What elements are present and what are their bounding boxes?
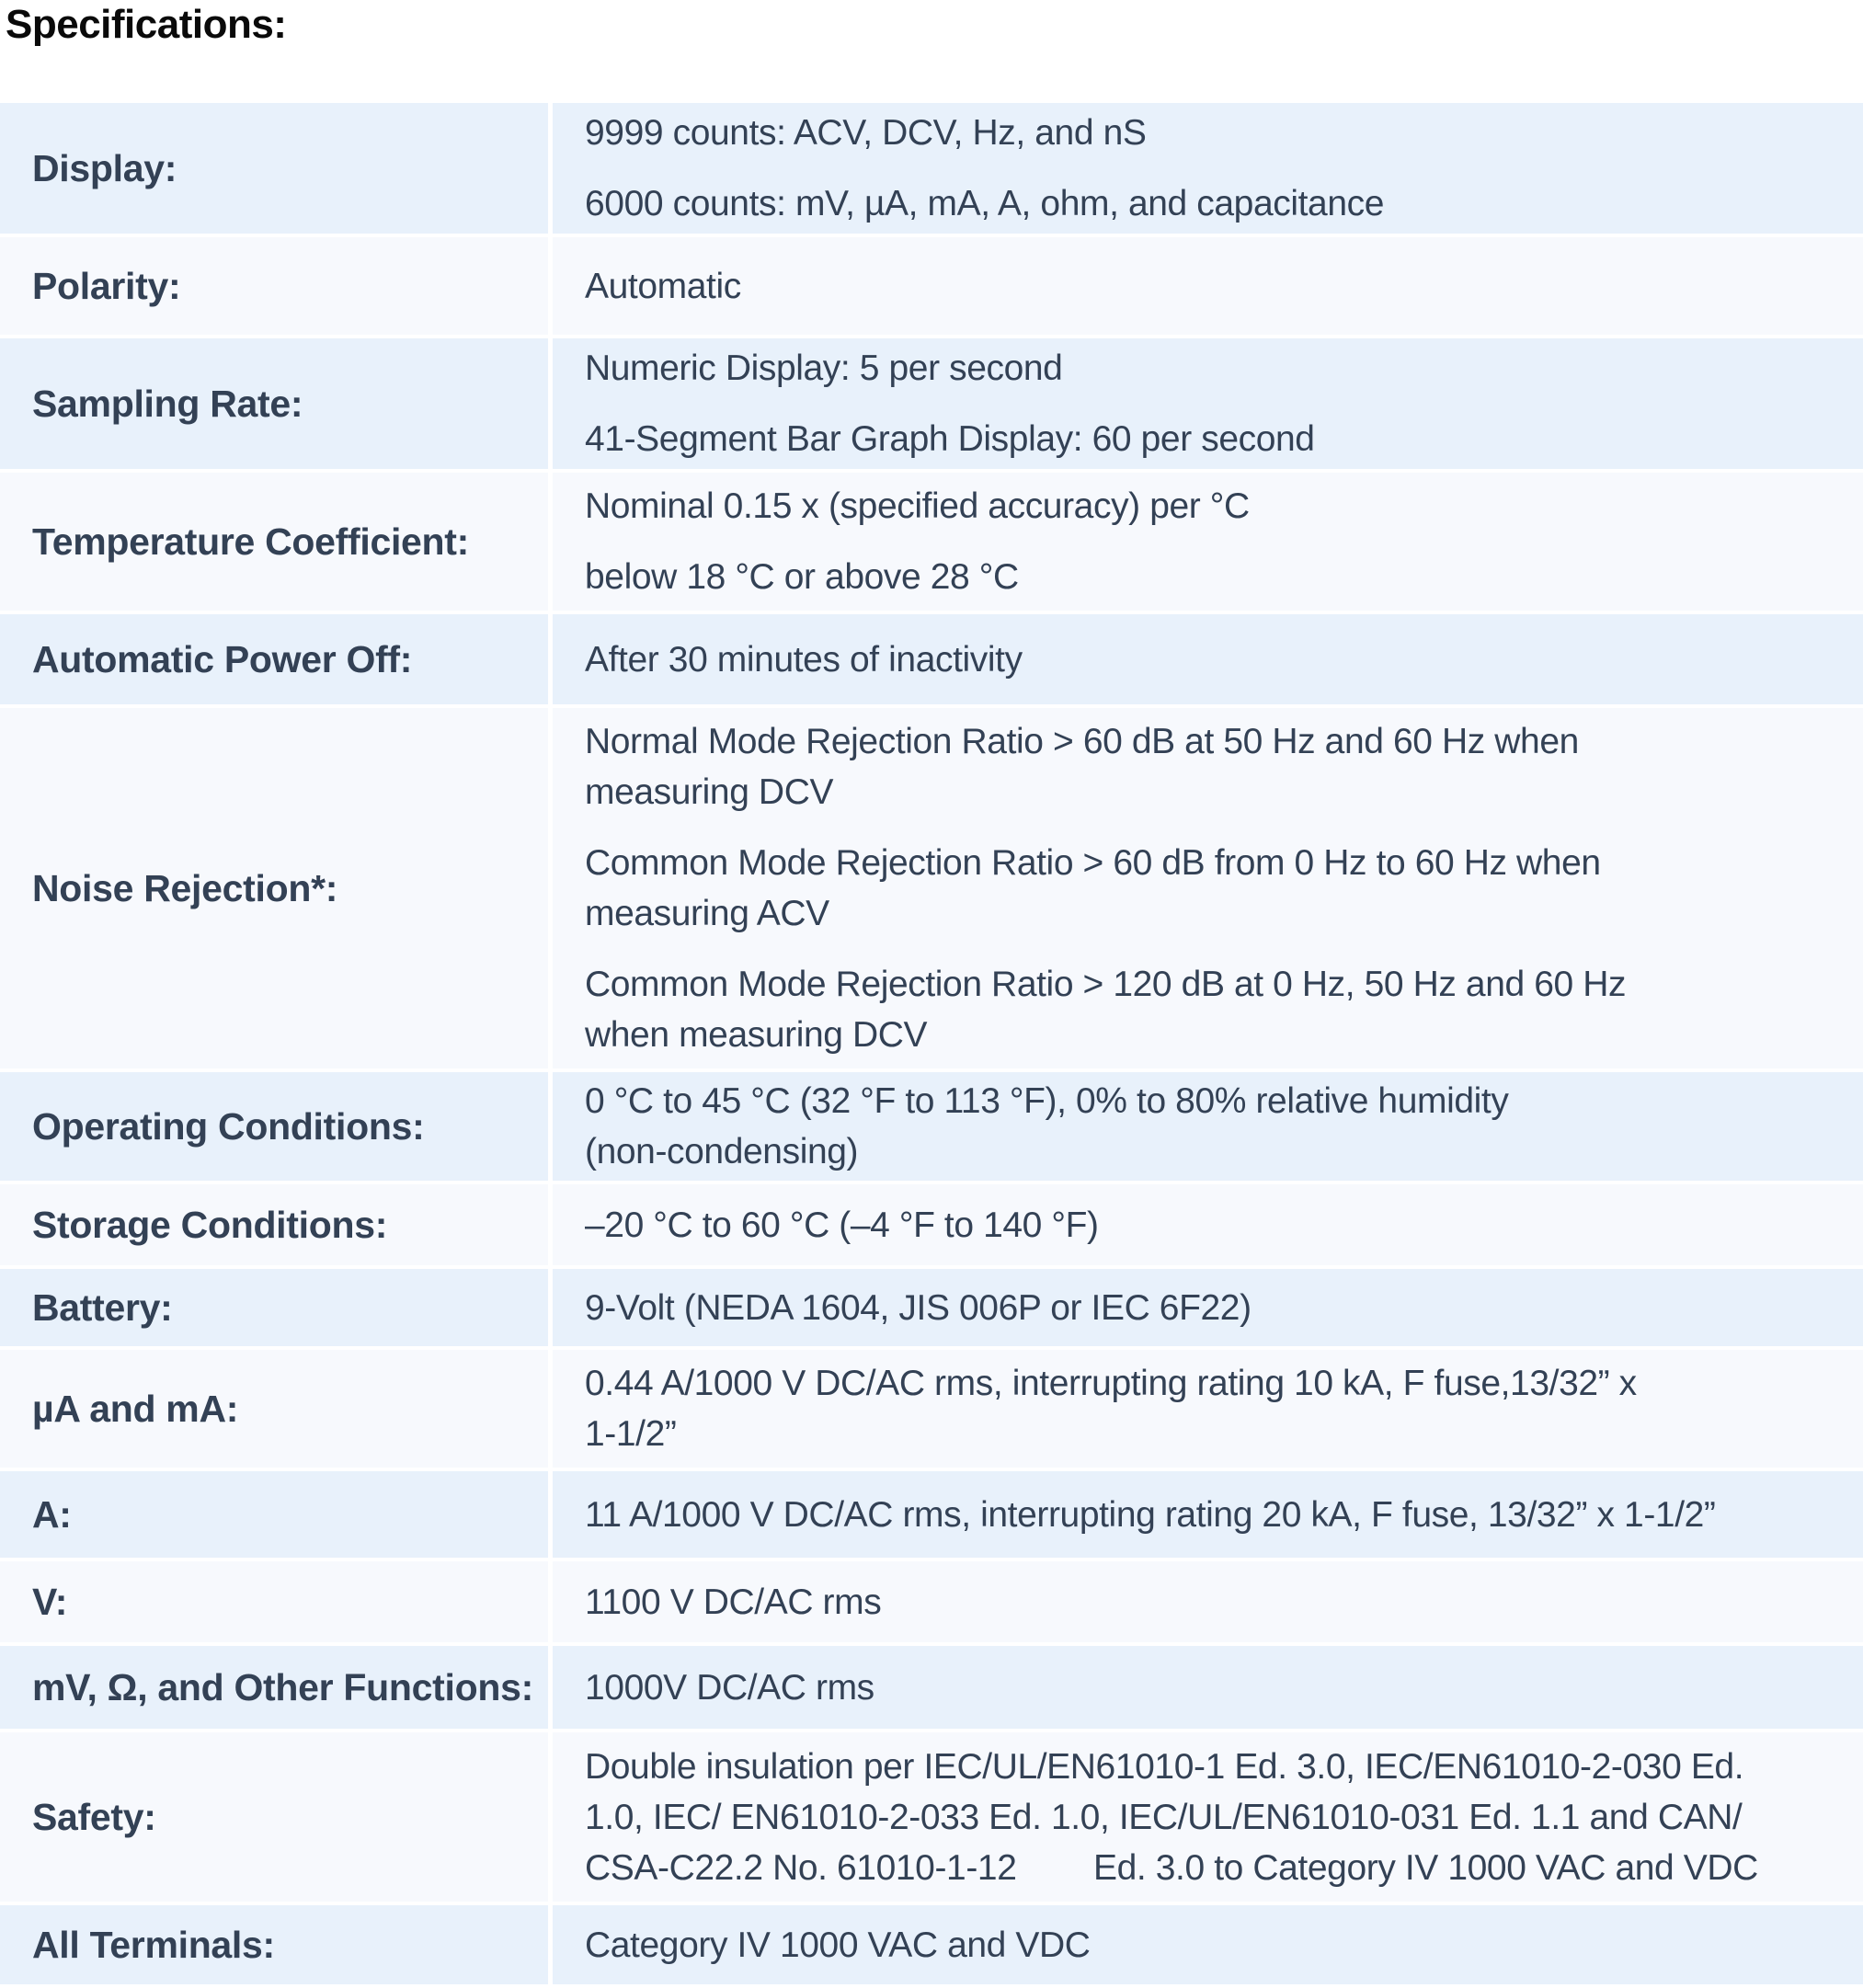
spec-value <box>553 1732 1863 1905</box>
spec-value-line: After 30 minutes of inactivity <box>585 639 1023 680</box>
spec-value-paragraph <box>585 1742 1789 1893</box>
spec-value <box>553 237 1863 338</box>
spec-value-line: (non-condensing) <box>585 1132 859 1171</box>
spec-value-paragraph <box>585 261 1789 312</box>
spec-row <box>0 1905 1863 1988</box>
spec-value <box>553 338 1863 473</box>
spec-value-paragraph <box>585 1283 1789 1333</box>
spec-value-line: 9-Volt (NEDA 1604, JIS 006P or IEC 6F22) <box>585 1287 1252 1328</box>
spec-row <box>0 1269 1863 1350</box>
spec-row <box>0 1471 1863 1561</box>
spec-value-line: Nominal 0.15 x (specified accuracy) per °C <box>585 486 1250 526</box>
spec-value-line: Common Mode Rejection Ratio > 60 dB from 0 Hz to 60 Hz when <box>585 843 1601 883</box>
spec-value <box>553 1072 1863 1184</box>
spec-value-line: Common Mode Rejection Ratio > 120 dB at 0 Hz, 50 Hz and 60 Hz <box>585 965 1627 1004</box>
spec-label: Safety: <box>0 1732 553 1905</box>
spec-value <box>553 1269 1863 1350</box>
page-title: Specifications: <box>6 2 287 47</box>
spec-value-line: 0 °C to 45 °C (32 °F to 113 °F), 0% to 80% relative humidity <box>585 1081 1509 1121</box>
spec-value-line: 1.0, IEC/ EN61010-2-033 Ed. 1.0, IEC/UL/EN61010-031 Ed. 1.1 and CAN/ <box>585 1797 1743 1837</box>
spec-row <box>0 1561 1863 1646</box>
spec-value <box>553 1561 1863 1646</box>
spec-value-line: 41-Segment Bar Graph Display: 60 per second <box>585 419 1315 459</box>
spec-row <box>0 1350 1863 1471</box>
specifications-table <box>0 103 1863 1988</box>
spec-label: Operating Conditions: <box>0 1072 553 1184</box>
spec-label: Battery: <box>0 1269 553 1350</box>
spec-value-paragraph <box>585 481 1789 531</box>
spec-value <box>553 1905 1863 1988</box>
spec-value-line: measuring ACV <box>585 894 829 933</box>
spec-label: mV, Ω, and Other Functions: <box>0 1646 553 1732</box>
spec-row <box>0 708 1863 1072</box>
spec-value-line: 9999 counts: ACV, DCV, Hz, and nS <box>585 113 1147 153</box>
spec-value-line: when measuring DCV <box>585 1015 928 1055</box>
spec-value-line: Automatic <box>585 266 741 306</box>
spec-value-line: Double insulation per IEC/UL/EN61010-1 Ed. 3.0, IEC/EN61010-2-030 Ed. <box>585 1746 1744 1787</box>
spec-value-line: 1100 V DC/AC rms <box>585 1582 882 1622</box>
spec-row <box>0 1184 1863 1269</box>
spec-value <box>553 103 1863 237</box>
spec-value-paragraph <box>585 634 1789 685</box>
spec-value-line: 11 A/1000 V DC/AC rms, interrupting rating 20 kA, F fuse, 13/32” x 1-1/2” <box>585 1494 1716 1535</box>
spec-label: Noise Rejection*: <box>0 708 553 1072</box>
spec-value-line: 6000 counts: mV, µA, mA, A, ohm, and capacitance <box>585 184 1385 223</box>
spec-value-paragraph <box>585 1920 1789 1971</box>
spec-value-paragraph <box>585 1662 1789 1713</box>
spec-value-paragraph <box>585 1200 1789 1251</box>
spec-label: Polarity: <box>0 237 553 338</box>
spec-value-line: 1-1/2” <box>585 1414 677 1454</box>
spec-value-paragraph <box>585 1358 1789 1459</box>
spec-value <box>553 1646 1863 1732</box>
spec-value-paragraph <box>585 1076 1789 1177</box>
spec-value-paragraph <box>585 838 1789 939</box>
spec-value-paragraph <box>585 343 1789 394</box>
spec-row <box>0 614 1863 708</box>
spec-row <box>0 473 1863 614</box>
spec-label: Display: <box>0 103 553 237</box>
spec-row <box>0 338 1863 473</box>
spec-value <box>553 1184 1863 1269</box>
spec-label: V: <box>0 1561 553 1646</box>
spec-label: Automatic Power Off: <box>0 614 553 708</box>
spec-label: µA and mA: <box>0 1350 553 1471</box>
spec-value-paragraph <box>585 178 1789 229</box>
spec-label: Temperature Coefficient: <box>0 473 553 614</box>
spec-value-line: 1000V DC/AC rms <box>585 1667 874 1708</box>
spec-value-paragraph <box>585 552 1789 602</box>
spec-label: Storage Conditions: <box>0 1184 553 1269</box>
spec-row <box>0 1072 1863 1184</box>
spec-value <box>553 708 1863 1072</box>
spec-value-line: –20 °C to 60 °C (–4 °F to 140 °F) <box>585 1205 1099 1245</box>
spec-row <box>0 1732 1863 1905</box>
spec-row <box>0 103 1863 237</box>
spec-value-line: below 18 °C or above 28 °C <box>585 557 1019 597</box>
spec-label: A: <box>0 1471 553 1561</box>
spec-value-line: Numeric Display: 5 per second <box>585 348 1063 388</box>
spec-value-paragraph <box>585 1577 1789 1628</box>
spec-value-paragraph <box>585 716 1789 817</box>
specifications-table-body <box>0 103 1863 1988</box>
spec-value <box>553 1350 1863 1471</box>
spec-value-line: 0.44 A/1000 V DC/AC rms, interrupting rating 10 kA, F fuse,13/32” x <box>585 1364 1637 1403</box>
spec-label: All Terminals: <box>0 1905 553 1988</box>
spec-value-paragraph <box>585 959 1789 1060</box>
spec-row <box>0 237 1863 338</box>
spec-value <box>553 473 1863 614</box>
spec-value-line: Normal Mode Rejection Ratio > 60 dB at 50 Hz and 60 Hz when <box>585 722 1579 761</box>
spec-value-line: Category IV 1000 VAC and VDC <box>585 1925 1091 1965</box>
spec-value-paragraph <box>585 1490 1789 1540</box>
spec-value <box>553 1471 1863 1561</box>
spec-value-paragraph <box>585 414 1789 464</box>
spec-value-line: CSA-C22.2 No. 61010-1-12 Ed. 3.0 to Category IV 1000 VAC and VDC <box>585 1847 1758 1888</box>
spec-label: Sampling Rate: <box>0 338 553 473</box>
spec-value-paragraph <box>585 108 1789 158</box>
spec-value-line: measuring DCV <box>585 772 834 812</box>
spec-value <box>553 614 1863 708</box>
spec-row <box>0 1646 1863 1732</box>
